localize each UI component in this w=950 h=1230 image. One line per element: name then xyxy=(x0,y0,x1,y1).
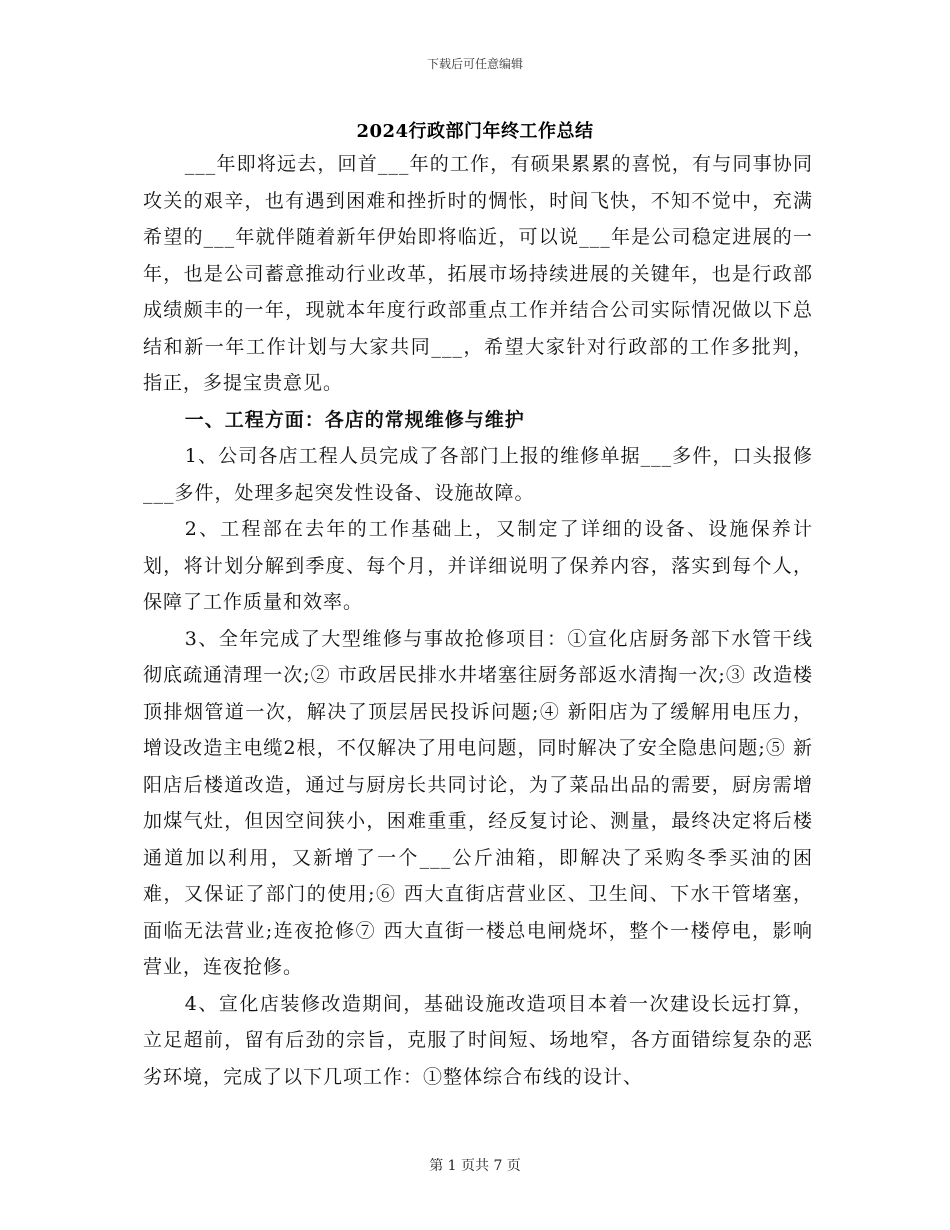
body-paragraph: 1、公司各店工程人员完成了各部门上报的维修单据___多件，口头报修___多件，处理多起突发性设备、设施故障。 xyxy=(143,445,813,504)
document-body xyxy=(143,146,813,1095)
intro-paragraph: ___年即将远去，回首___年的工作，有硕果累累的喜悦，有与同事协同攻关的艰辛，也有遇到困难和挫折时的惆怅，时间飞快，不知不觉中，充满希望的___年就伴随着新年伊始即将临近，可以说___年是公司稳定进展的一年，也是公司蓄意推动行业改革，拓展市场持续进展的关键年，也是行政部成绩颇丰的一年，现就本年度行政部重点工作并结合公司实际情况做以下总结和新一年工作计划与大家共同___，希望大家针对行政部的工作多批判，指正，多提宝贵意见。 xyxy=(143,153,813,394)
page-number: 第 1 页共 7 页 xyxy=(429,1158,521,1174)
body-paragraph: 4、宣化店装修改造期间，基础设施改造项目本着一次建设长远打算，立足超前，留有后劲的宗旨，克服了时间短、场地窄，各方面错综复杂的恶劣环境，完成了以下几项工作：①整体综合布线的设计、 xyxy=(143,992,813,1088)
body-paragraph: 2、工程部在去年的工作基础上，又制定了详细的设备、设施保养计划，将计划分解到季度、每个月，并详细说明了保养内容，落实到每个人，保障了工作质量和效率。 xyxy=(143,518,813,613)
body-paragraph: 3、全年完成了大型维修与事故抢修项目：①宣化店厨务部下水管干线彻底疏通清理一次;② 市政居民排水井堵塞往厨务部返水清掏一次;③ 改造楼顶排烟管道一次，解决了顶层居民投诉问题;④ 新阳店为了缓解用电压力，增设改造主电缆2根，不仅解决了用电问题，同时解决了安全隐患问题;⑤ 新阳店后楼道改造，通过与厨房长共同讨论，为了菜品出品的需要，厨房需增加煤气灶，但因空间狭小，困难重重，经反复讨论、测量，最终决定将后楼通道加以利用，又新增了一个___公斤油箱，即解决了采购冬季买油的困难，又保证了部门的使用;⑥ 西大直街店营业区、卫生间、下水干管堵塞，面临无法营业;连夜抢修⑦ 西大直街一楼总电闸烧坏，整个一楼停电，影响营业，连夜抢修。 xyxy=(143,627,813,978)
section-heading: 一、工程方面：各店的常规维修与维护 xyxy=(184,408,525,431)
header-note: 下载后可任意编辑 xyxy=(426,57,523,71)
document-title: 2024行政部门年终工作总结 xyxy=(356,121,594,142)
